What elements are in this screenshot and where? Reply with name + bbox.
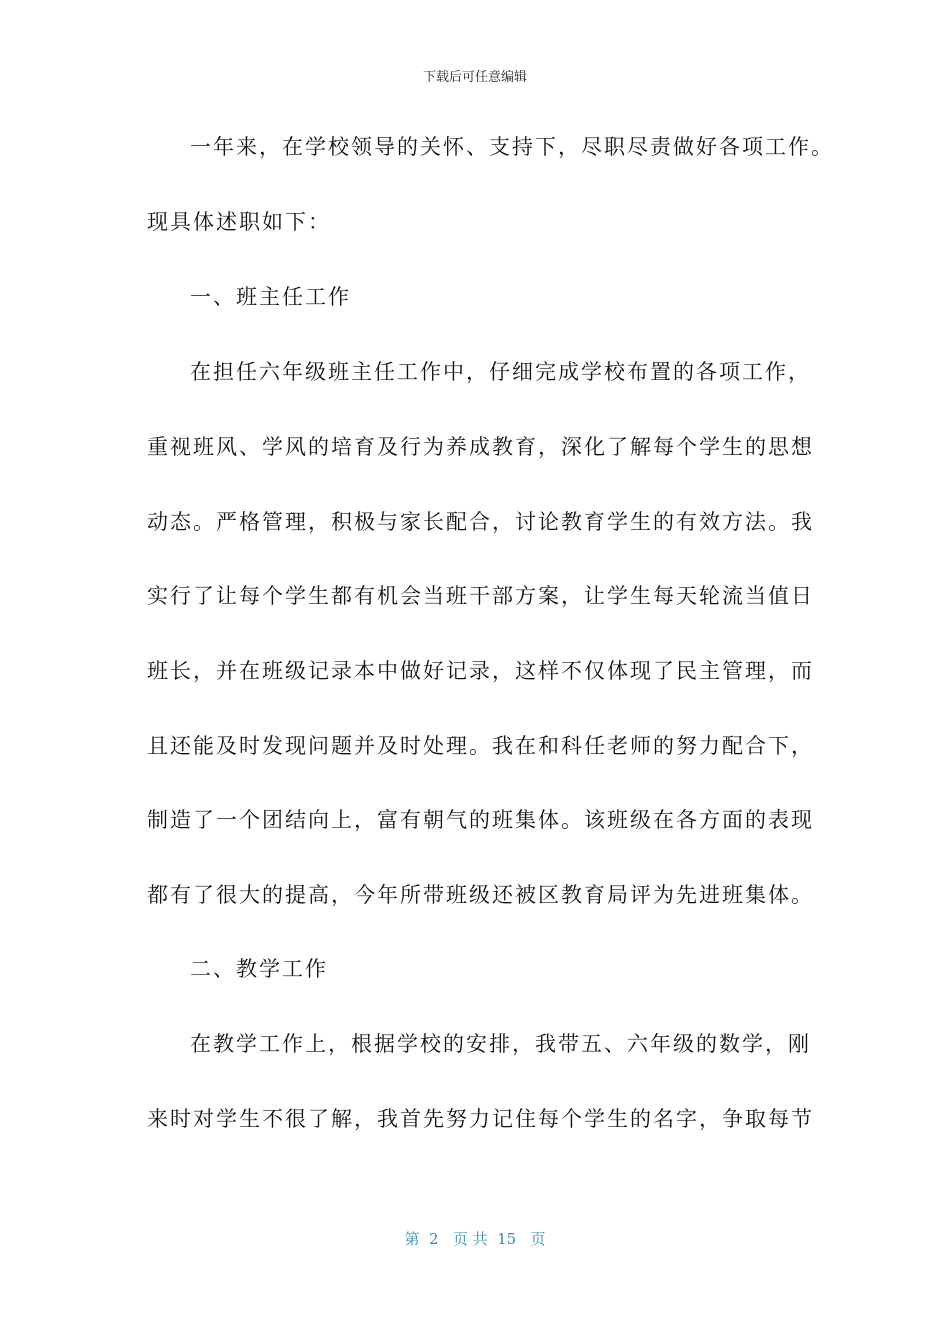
paragraph-line: 且还能及时发现问题并及时处理。我在和科任老师的努力配合下， <box>147 734 814 758</box>
paragraph-line: 动态。严格管理，积极与家长配合，讨论教育学生的有效方法。我 <box>147 510 814 534</box>
paragraph-line: 都有了很大的提高，今年所带班级还被区教育局评为先进班集体。 <box>147 883 814 907</box>
paragraph-line: 班长，并在班级记录本中做好记录，这样不仅体现了民主管理，而 <box>147 659 814 683</box>
paragraph-line: 现具体述职如下： <box>147 210 331 234</box>
section-heading: 一、班主任工作 <box>190 285 351 309</box>
section-heading: 二、教学工作 <box>190 957 328 981</box>
page-footer: 第 2 页 共 15 页 <box>404 1230 546 1248</box>
paragraph-line: 在教学工作上，根据学校的安排，我带五、六年级的数学，刚 <box>190 1032 811 1056</box>
paragraph-line: 制造了一个团结向上，富有朝气的班集体。该班级在各方面的表现 <box>147 808 814 832</box>
paragraph-line: 在担任六年级班主任工作中，仔细完成学校布置的各项工作， <box>190 360 811 384</box>
paragraph-line: 来时对学生不很了解，我首先努力记住每个学生的名字，争取每节 <box>147 1107 814 1131</box>
paragraph-line: 实行了让每个学生都有机会当班干部方案，让学生每天轮流当值日 <box>147 584 814 608</box>
paragraph-line: 重视班风、学风的培育及行为养成教育，深化了解每个学生的思想 <box>147 435 814 459</box>
paragraph-line: 一年来，在学校领导的关怀、支持下，尽职尽责做好各项工作。 <box>190 135 834 159</box>
page-header: 下载后可任意编辑 <box>422 70 527 85</box>
